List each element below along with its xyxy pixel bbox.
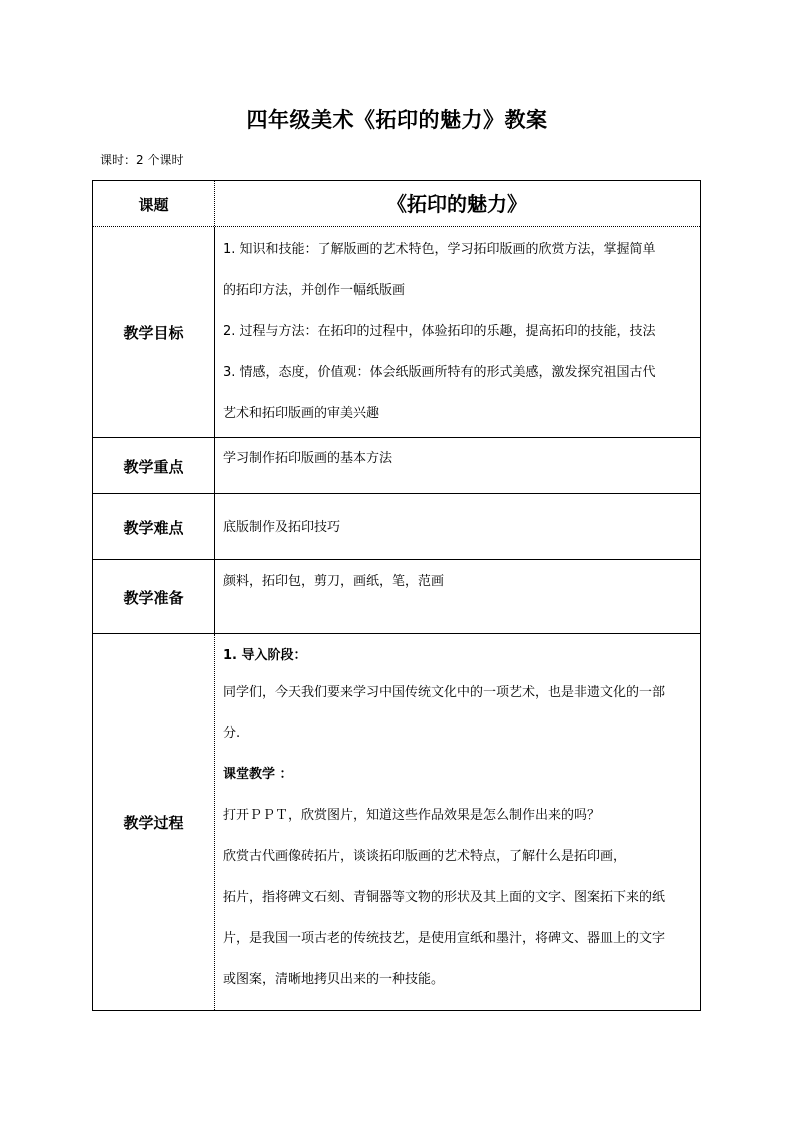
key-point-content [223,445,692,473]
process-line: 打开ＰＰＴ，欣赏图片，知道这些作品效果是怎么制作出来的吗？ [223,808,601,823]
key-point-value: 学习制作拓印版画的基本方法 [223,451,393,466]
goals-line: 2. 过程与方法：在拓印的过程中，体验拓印的乐趣，提高拓印的技能，技法 [223,324,656,339]
difficulty-value: 底版制作及拓印技巧 [223,520,341,535]
lesson-plan-table [92,180,701,1011]
key-point-label: 教学重点 [123,457,184,476]
process-label: 教学过程 [123,813,184,832]
preparation-label: 教学准备 [123,588,184,607]
row-key-point [93,438,700,494]
column-divider [214,494,215,559]
preparation-content [223,568,692,596]
process-line: 欣赏古代画像砖拓片，谈谈拓印版画的艺术特点，了解什么是拓印画， [223,849,627,864]
process-line: 片，是我国一项古老的传统技艺，是使用宣纸和墨汁，将碑文、器皿上的文字 [223,931,666,946]
column-divider [214,560,215,633]
process-line: 或图案，清晰地拷贝出来的一种技能。 [223,972,445,987]
goals-line: 1. 知识和技能：了解版画的艺术特色，学习拓印版画的欣赏方法，掌握简单 [223,242,656,257]
goals-line: 艺术和拓印版画的审美兴趣 [223,406,380,421]
difficulty-content [223,514,692,542]
row-process [93,634,700,1010]
column-divider [214,634,215,1010]
goals-content [223,229,692,434]
process-line-heading: 课堂教学 ： [223,767,293,782]
page-title: 四年级美术《拓印的魅力》教案 [246,108,548,132]
preparation-value: 颜料，拓印包，剪刀，画纸，笔，范画 [223,574,445,589]
row-preparation [93,560,700,634]
row-topic [93,181,700,227]
column-divider [214,438,215,493]
row-goals [93,227,700,438]
goals-line: 3. 情感，态度，价值观：体会纸版画所特有的形式美感，激发探究祖国古代 [223,365,656,380]
process-line-heading: 1. 导入阶段： [223,648,307,663]
goals-label: 教学目标 [123,324,184,342]
row-difficulty [93,494,700,560]
column-divider [214,227,215,437]
topic-value: 《拓印的魅力》 [387,192,527,216]
process-content [223,640,692,1000]
topic-label: 课题 [138,195,169,214]
process-line: 分. [223,726,241,741]
process-line: 同学们，今天我们要来学习中国传统文化中的一项艺术，也是非遗文化的一部 [223,685,666,700]
goals-line: 的拓印方法，并创作一幅纸版画 [223,283,406,298]
class-period: 课时：2 个课时 [100,153,184,167]
difficulty-label: 教学难点 [123,518,184,537]
process-line: 拓片，指将碑文石刻、青铜器等文物的形状及其上面的文字、图案拓下来的纸 [223,890,666,905]
